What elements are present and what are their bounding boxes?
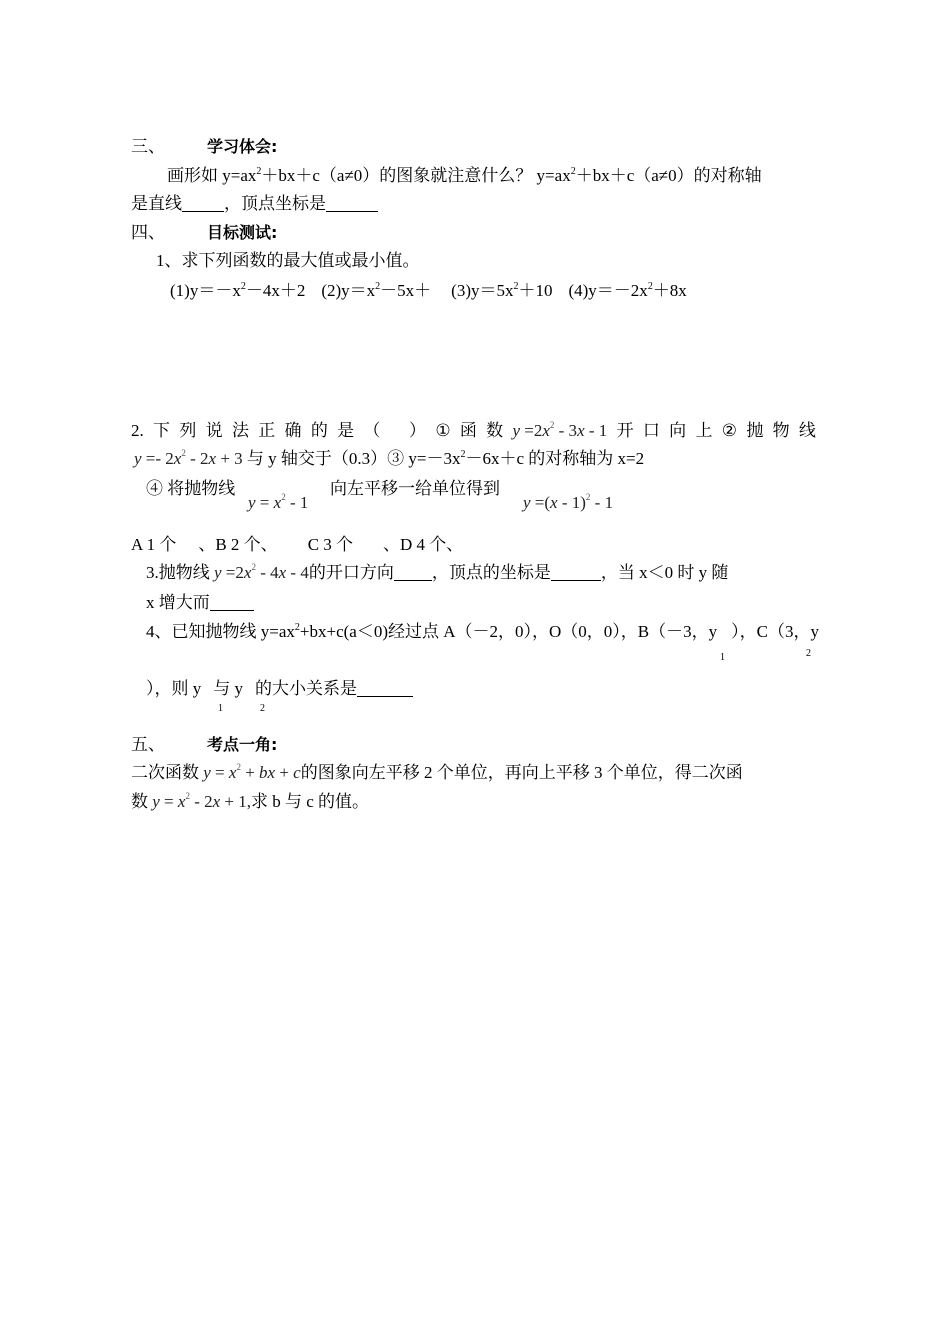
section5-title: 考点一角: — [207, 735, 278, 754]
superscript: 2 — [570, 166, 576, 177]
section5-heading — [131, 734, 277, 756]
section3-title: 学习体会: — [207, 137, 278, 156]
option-c[interactable]: C 3 个 — [307, 535, 354, 554]
q2-line3-text-b: 向左平移一给单位得到 — [330, 479, 500, 498]
q1-items — [170, 280, 687, 302]
q2-formula-4: y =(x - 1)$^2$ - 1 — [523, 492, 614, 512]
superscript: 2 — [256, 166, 262, 177]
q2-line2-text: 与 y 轴交于（0.3）③ y=－3x — [246, 449, 461, 468]
section3-line1-text-a: 画形如 y=ax — [167, 166, 257, 185]
q2-line1: 2. 下 列 说 法 正 确 的 是 （ ） ① 函 数 $y =2x^2 - 3x - 1$ 开 口 向 上 ② 抛 物 线 — [131, 420, 816, 440]
answer-blank[interactable] — [326, 195, 378, 212]
q2-formula-2: $y =- 2x^2 - 2x + 3$ — [134, 448, 243, 468]
q1-title: 1、求下列函数的最大值或最小值。 — [156, 251, 420, 270]
q2-options — [131, 534, 463, 556]
section5-line1: 二次函数 $y = x^2$ + bx + c的图象向左平移 2 个单位，再向上平移 3 个单位，得二次函 — [131, 762, 743, 782]
option-b[interactable]: 、B 2 个、 — [198, 535, 278, 554]
q4-line2: ），则 y 与 y 的大小关系是 — [146, 678, 413, 700]
answer-blank[interactable] — [357, 680, 413, 697]
section3-line2-text-a: 是直线 — [131, 194, 182, 213]
q1-item-2: $(2)y=x^2-5x+$ — [321, 281, 432, 300]
answer-blank[interactable] — [394, 564, 432, 581]
q1-item-1: $(1)y=-x^2-4x+2$ — [170, 281, 306, 300]
q3-line1: 3.抛物线 $y =2x^2 - 4x - 4$的开口方向 ，顶点的坐标是 ，当 x＜0 时 y 随 — [146, 562, 729, 582]
section5-formula-2: $y = x^2 - 2x + 1$, — [152, 791, 251, 811]
q2-formula-1: $y =2x^2 - 3x - 1$ — [512, 420, 608, 440]
section3-line1 — [167, 165, 762, 187]
subscript-2: 2 — [260, 703, 265, 714]
q1-item-3: $(3)y=5x^2+10$ — [451, 281, 553, 300]
q2-line2: $y =- 2x^2 - 2x + 3$ 与 y 轴交于（0.3）③ $y=-3x^2-6x+c$ 的对称轴为 x=2 — [134, 448, 645, 468]
option-d[interactable]: 、D 4 个、 — [383, 535, 464, 554]
q3-formula: $y =2x^2 - 4x - 4$ — [214, 562, 309, 582]
answer-blank[interactable] — [182, 195, 224, 212]
q3-line2: x 增大而 — [146, 592, 254, 614]
q2-line3-text-a: ④ 将抛物线 — [146, 479, 236, 498]
section3-line2 — [131, 193, 378, 215]
answer-blank[interactable] — [210, 594, 254, 611]
section3-number: 三、 — [131, 137, 165, 156]
subscript-1: 1 — [720, 652, 725, 663]
q4-line1: 4、已知抛物线 $y=ax^2+bx+c(a<0)$经过点 A（－2，0），O（0，0），B（－3，y ），C（3，y — [146, 622, 819, 641]
section5-line2: 数 $y = x^2 - 2x + 1$,求 b 与 c 的值。 — [131, 791, 370, 811]
section3-line1-text-b: ＋bx＋c（a≠0）的图象就注意什么？ y=ax — [261, 166, 571, 185]
section4-title: 目标测试: — [207, 223, 278, 242]
q1-item-4: $(4)y=-2x^2+8x$ — [568, 281, 687, 300]
answer-blank[interactable] — [551, 564, 601, 581]
section3-heading — [131, 136, 277, 158]
section3-line2-text-b: ，顶点坐标是 — [224, 194, 326, 213]
section4-number: 四、 — [131, 223, 165, 242]
section3-line1-text-c: ＋bx＋c（a≠0）的对称轴 — [575, 166, 762, 185]
section4-heading — [131, 222, 277, 244]
subscript-2: 2 — [806, 648, 811, 659]
subscript-1: 1 — [218, 703, 223, 714]
option-a[interactable]: A 1 个 — [131, 535, 177, 554]
section5-number: 五、 — [131, 735, 165, 754]
q2-formula-3: $y = x^2 - 1$ — [248, 492, 309, 512]
section5-formula-1: $y = x^2$ + bx + c — [203, 762, 301, 782]
q2-line2-text2: －6x＋c 的对称轴为 x=2 — [465, 449, 645, 468]
